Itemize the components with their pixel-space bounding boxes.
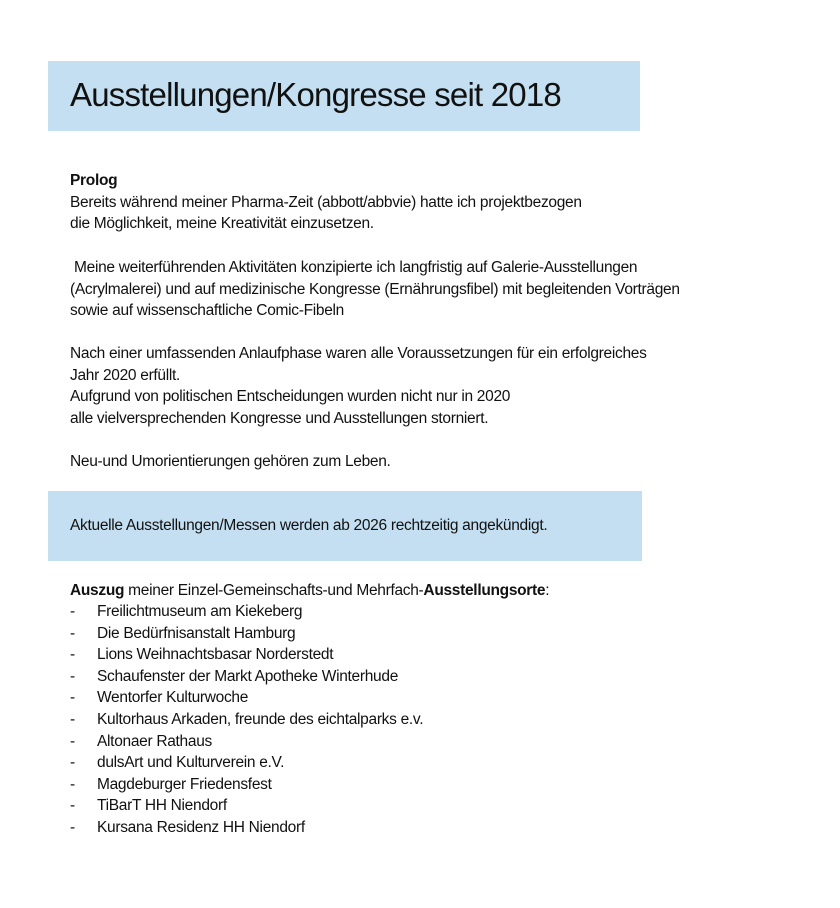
venue-name: TiBarT HH Niendorf [97,797,227,815]
venues-intro-end: : [545,582,550,599]
venues-intro [70,580,549,602]
bullet-dash: - [70,754,75,772]
history-paragraph [70,343,647,429]
bullet-dash: - [70,603,75,620]
activities-line: sowie auf wissenschaftliche Comic-Fibeln [70,302,345,319]
page-title: Ausstellungen/Kongresse seit 2018 [70,76,561,113]
prolog-section [70,170,582,235]
prolog-heading: Prolog [70,172,118,189]
history-line: alle vielversprechenden Kongresse und Ausstellungen storniert. [70,409,489,427]
history-line: Jahr 2020 erfüllt. [70,366,181,384]
venue-name: Wentorfer Kulturwoche [97,689,249,707]
venues-intro-mid: meiner Einzel-Gemeinschafts-und Mehrfach- [124,582,424,599]
bullet-dash: - [70,689,75,707]
venue-name: Lions Weihnachtsbasar Norderstedt [97,646,334,664]
venue-name: Altonaer Rathaus [97,732,212,750]
venues-intro-bold-2: Ausstellungsorte [423,582,546,599]
bullet-dash: - [70,710,75,728]
title-banner [48,61,640,131]
bullet-dash: - [70,797,75,815]
closing-line: Neu-und Umorientierungen gehören zum Leben. [70,453,391,470]
activities-paragraph [70,257,680,322]
venues-intro-bold-1: Auszug [70,582,125,599]
history-line: Nach einer umfassenden Anlaufphase waren alle Voraussetzungen für ein erfolgreiches [70,345,647,362]
prolog-line: die Möglichkeit, meine Kreativität einzusetzen. [70,215,374,232]
venue-name: Magdeburger Friedensfest [97,775,272,793]
notice-banner [48,491,642,561]
bullet-dash: - [70,624,75,642]
bullet-dash: - [70,667,75,685]
venue-name: dulsArt und Kulturverein e.V. [97,754,285,772]
notice-text: Aktuelle Ausstellungen/Messen werden ab 2026 rechtzeitig angekündigt. [70,517,548,534]
activities-line: (Acrylmalerei) und auf medizinische Kongresse (Ernährungsfibel) mit begleitenden Vorträgen [70,280,680,298]
venue-name: Freilichtmuseum am Kiekeberg [97,603,303,620]
venue-name: Die Bedürfnisanstalt Hamburg [97,624,296,642]
venue-name: Kursana Residenz HH Niendorf [97,818,305,836]
venue-name: Schaufenster der Markt Apotheke Winterhude [97,667,399,685]
prolog-line: Bereits während meiner Pharma-Zeit (abbott/abbvie) hatte ich projektbezogen [70,193,582,211]
bullet-dash: - [70,775,75,793]
history-line: Aufgrund von politischen Entscheidungen wurden nicht nur in 2020 [70,388,511,405]
activities-line: Meine weiterführenden Aktivitäten konzipierte ich langfristig auf Galerie-Ausstellungen [70,259,638,276]
bullet-dash: - [70,646,75,664]
closing-paragraph [70,451,391,473]
venue-name: Kultorhaus Arkaden, freunde des eichtalparks e.v. [97,710,424,728]
bullet-dash: - [70,818,75,836]
venues-intro-line [70,580,549,602]
bullet-dash: - [70,732,75,750]
